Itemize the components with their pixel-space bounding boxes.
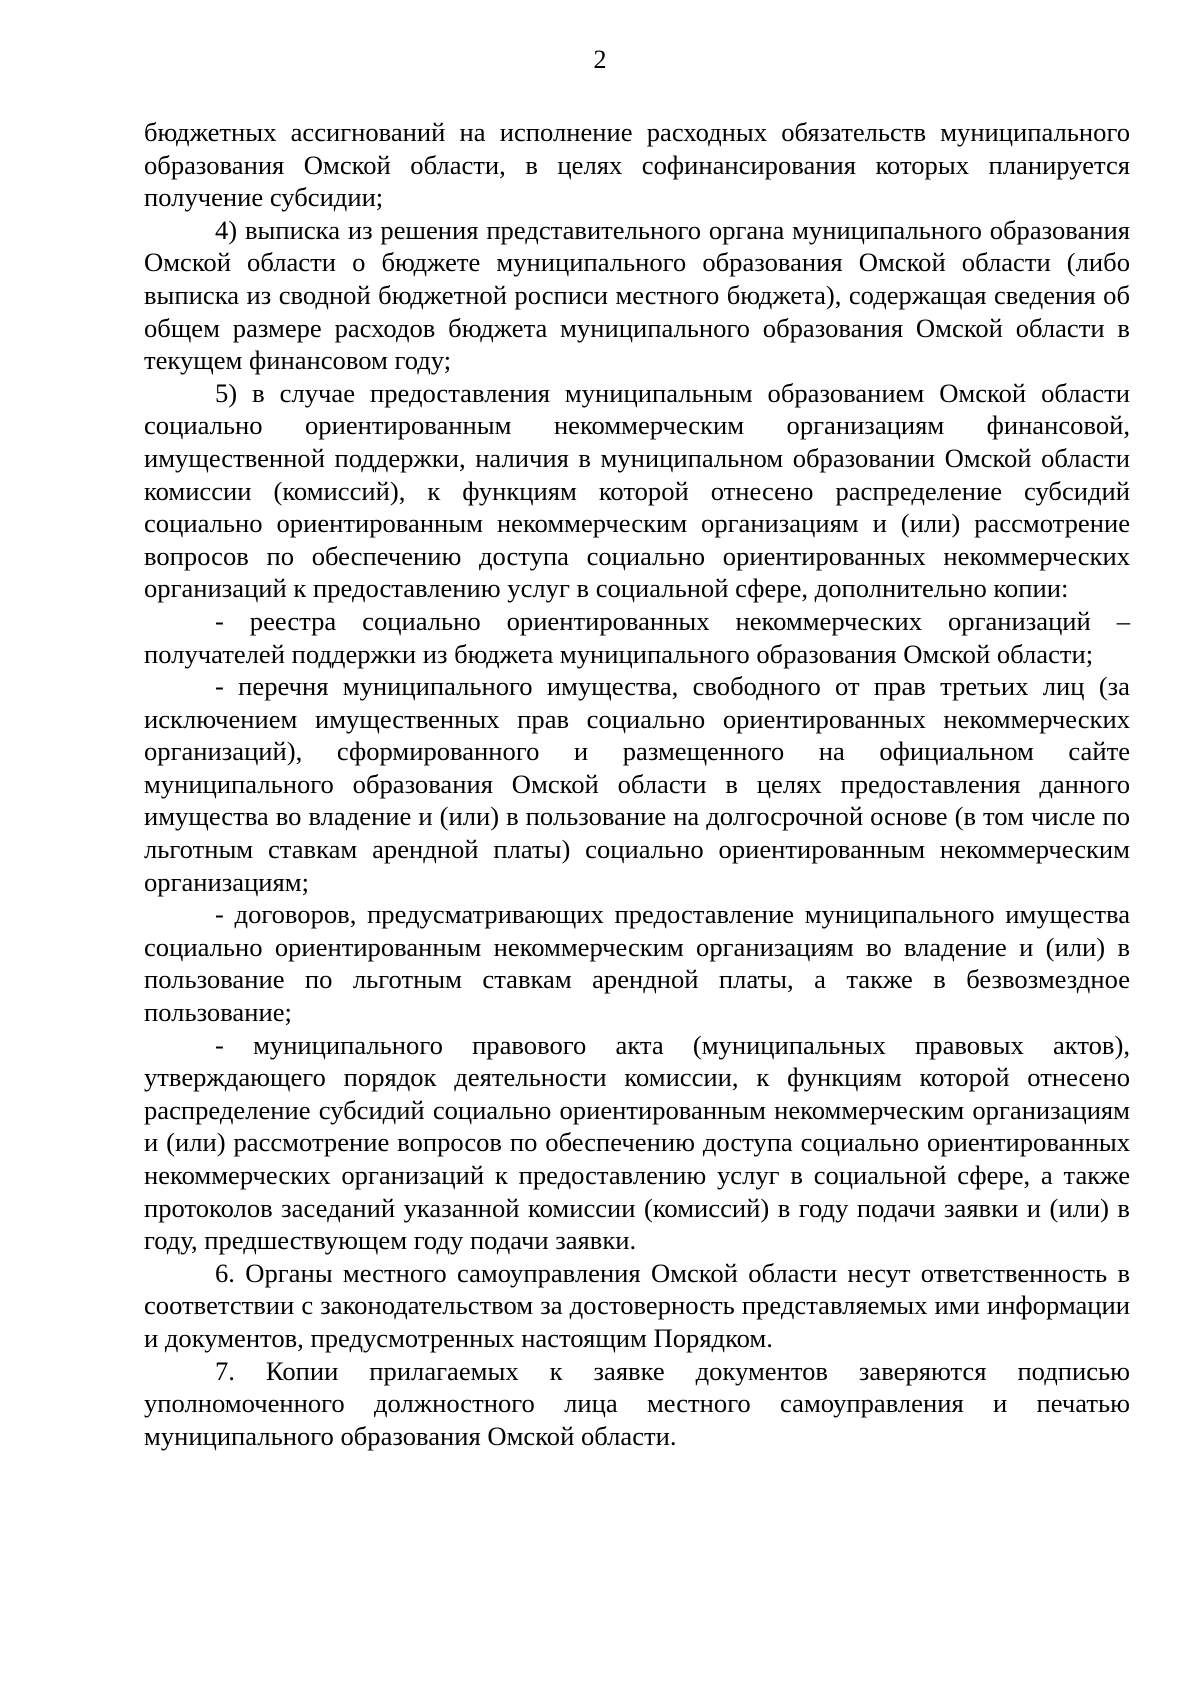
list-item-property-list: - перечня муниципального имущества, свободного от прав третьих лиц (за исключением имущественных прав социально ориентированных некоммерческих организаций), сформированного и размещенного на официальном сайте муниципального образования Омской области в целях предоставления данного имущества во владение и (или) в пользование на долгосрочной основе (в том числе по льготным ставкам арендной платы) социально ориентированным некоммерческим организациям;: [144, 671, 1130, 897]
paragraph-item-4: 4) выписка из решения представительного органа муниципального образования Омской области о бюджете муниципального образования Омской области (либо выписка из сводной бюджетной росписи местного бюджета), содержащая сведения об общем размере расходов бюджета муниципального образования Омской области в текущем финансовом году;: [144, 214, 1130, 376]
paragraph-continuation: бюджетных ассигнований на исполнение расходных обязательств муниципального образования Омской области, в целях софинансирования которых планируется получение субсидии;: [144, 117, 1130, 213]
list-item-contracts: - договоров, предусматривающих предоставление муниципального имущества социально ориентированным некоммерческим организациям во владение и (или) в пользование по льготным ставкам арендной платы, а также в безвозмездное пользование;: [144, 899, 1130, 1028]
paragraph-section-7: 7. Копии прилагаемых к заявке документов заверяются подписью уполномоченного должностного лица местного самоуправления и печатью муниципального образования Омской области.: [144, 1355, 1130, 1451]
list-item-legal-act: - муниципального правового акта (муниципальных правовых актов), утверждающего порядок деятельности комиссии, к функциям которой отнесено распределение субсидий социально ориентированным некоммерческим организациям и (или) рассмотрение вопросов по обеспечению доступа социально ориентированных некоммерческих организаций к предоставлению услуг в социальной сфере, а также протоколов заседаний указанной комиссии (комиссий) в году подачи заявки и (или) в году, предшествующем году подачи заявки.: [144, 1029, 1130, 1256]
paragraph-section-6: 6. Органы местного самоуправления Омской области несут ответственность в соответствии с законодательством за достоверность представляемых ими информации и документов, предусмотренных настоящим Порядком.: [144, 1257, 1130, 1353]
paragraph-item-5: 5) в случае предоставления муниципальным образованием Омской области социально ориентированным некоммерческим организациям финансовой, имущественной поддержки, наличия в муниципальном образовании Омской области комиссии (комиссий), к функциям которой отнесено распределение субсидий социально ориентированным некоммерческим организациям и (или) рассмотрение вопросов по обеспечению доступа социально ориентированных некоммерческих организаций к предоставлению услуг в социальной сфере, дополнительно копии:: [144, 377, 1130, 604]
page-number: 2: [593, 45, 607, 74]
list-item-registry: - реестра социально ориентированных некоммерческих организаций – получателей поддержки из бюджета муниципального образования Омской области;: [144, 605, 1130, 669]
document-body: [144, 116, 1130, 1452]
